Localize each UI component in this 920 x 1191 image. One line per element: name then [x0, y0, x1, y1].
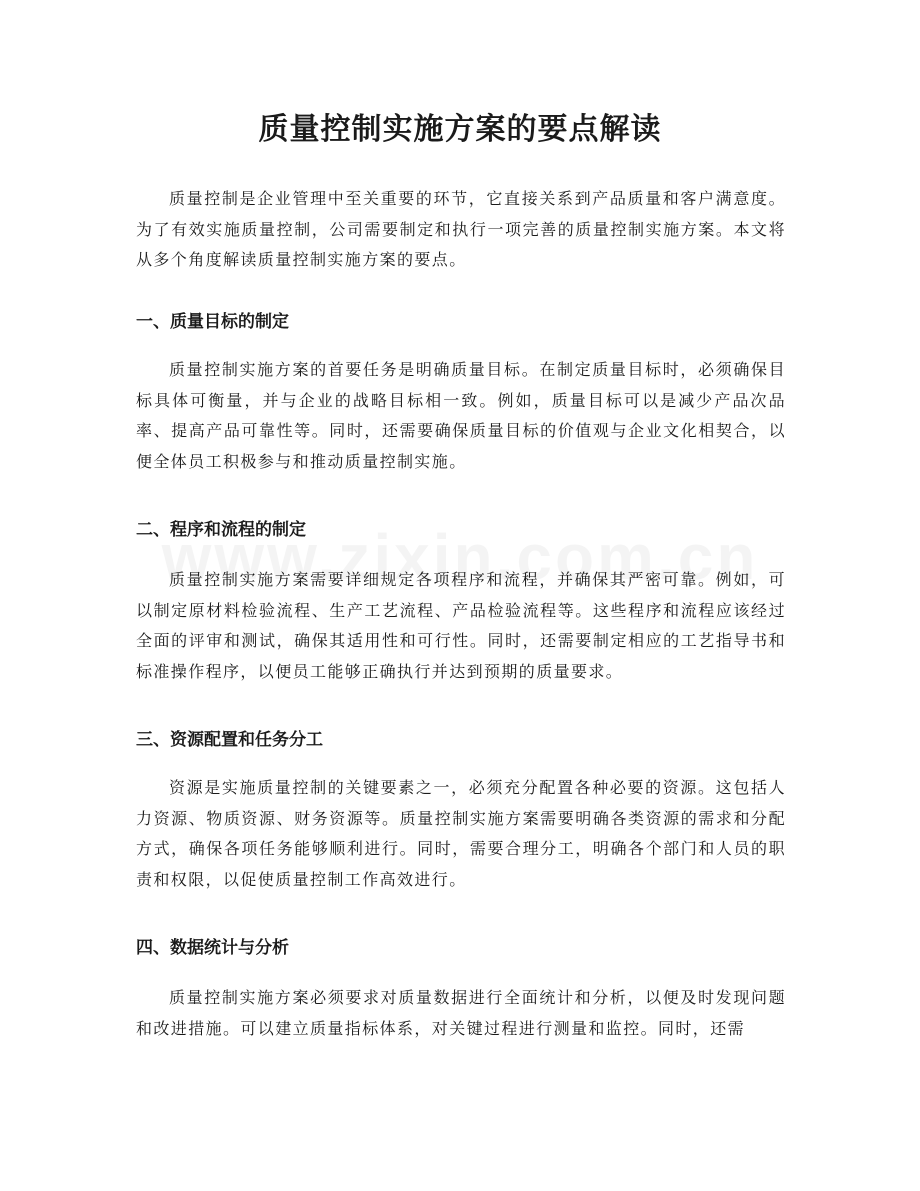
- page-title: 质量控制实施方案的要点解读: [258, 112, 662, 147]
- section-body-3: 资源是实施质量控制的关键要素之一，必须充分配置各种必要的资源。这包括人力资源、物质资源、财务资源等。质量控制实施方案需要明确各类资源的需求和分配方式，确保各项任务能够顺利进行。同时，需要合理分工，明确各个部门和人员的职责和权限，以促使质量控制工作高效进行。: [136, 778, 786, 889]
- section-body-4: 质量控制实施方案必须要求对质量数据进行全面统计和分析，以便及时发现问题和改进措施。可以建立质量指标体系，对关键过程进行测量和监控。同时，还需: [136, 988, 786, 1038]
- section-heading-4: 四、数据统计与分析: [136, 938, 289, 958]
- section-heading-3: 三、资源配置和任务分工: [136, 730, 323, 750]
- section-body-2: 质量控制实施方案需要详细规定各项程序和流程，并确保其严密可靠。例如，可以制定原材料检验流程、生产工艺流程、产品检验流程等。这些程序和流程应该经过全面的评审和测试，确保其适用性和可行性。同时，还需要制定相应的工艺指导书和标准操作程序，以便员工能够正确执行并达到预期的质量要求。: [136, 570, 786, 681]
- intro-paragraph: 质量控制是企业管理中至关重要的环节，它直接关系到产品质量和客户满意度。为了有效实施质量控制，公司需要制定和执行一项完善的质量控制实施方案。本文将从多个角度解读质量控制实施方案的要点。: [136, 189, 786, 269]
- section-heading-2: 二、程序和流程的制定: [136, 520, 306, 540]
- section-body-1: 质量控制实施方案的首要任务是明确质量目标。在制定质量目标时，必须确保目标具体可衡量，并与企业的战略目标相一致。例如，质量目标可以是减少产品次品率、提高产品可靠性等。同时，还需要确保质量目标的价值观与企业文化相契合，以便全体员工积极参与和推动质量控制实施。: [136, 360, 786, 471]
- section-heading-1: 一、质量目标的制定: [136, 312, 289, 332]
